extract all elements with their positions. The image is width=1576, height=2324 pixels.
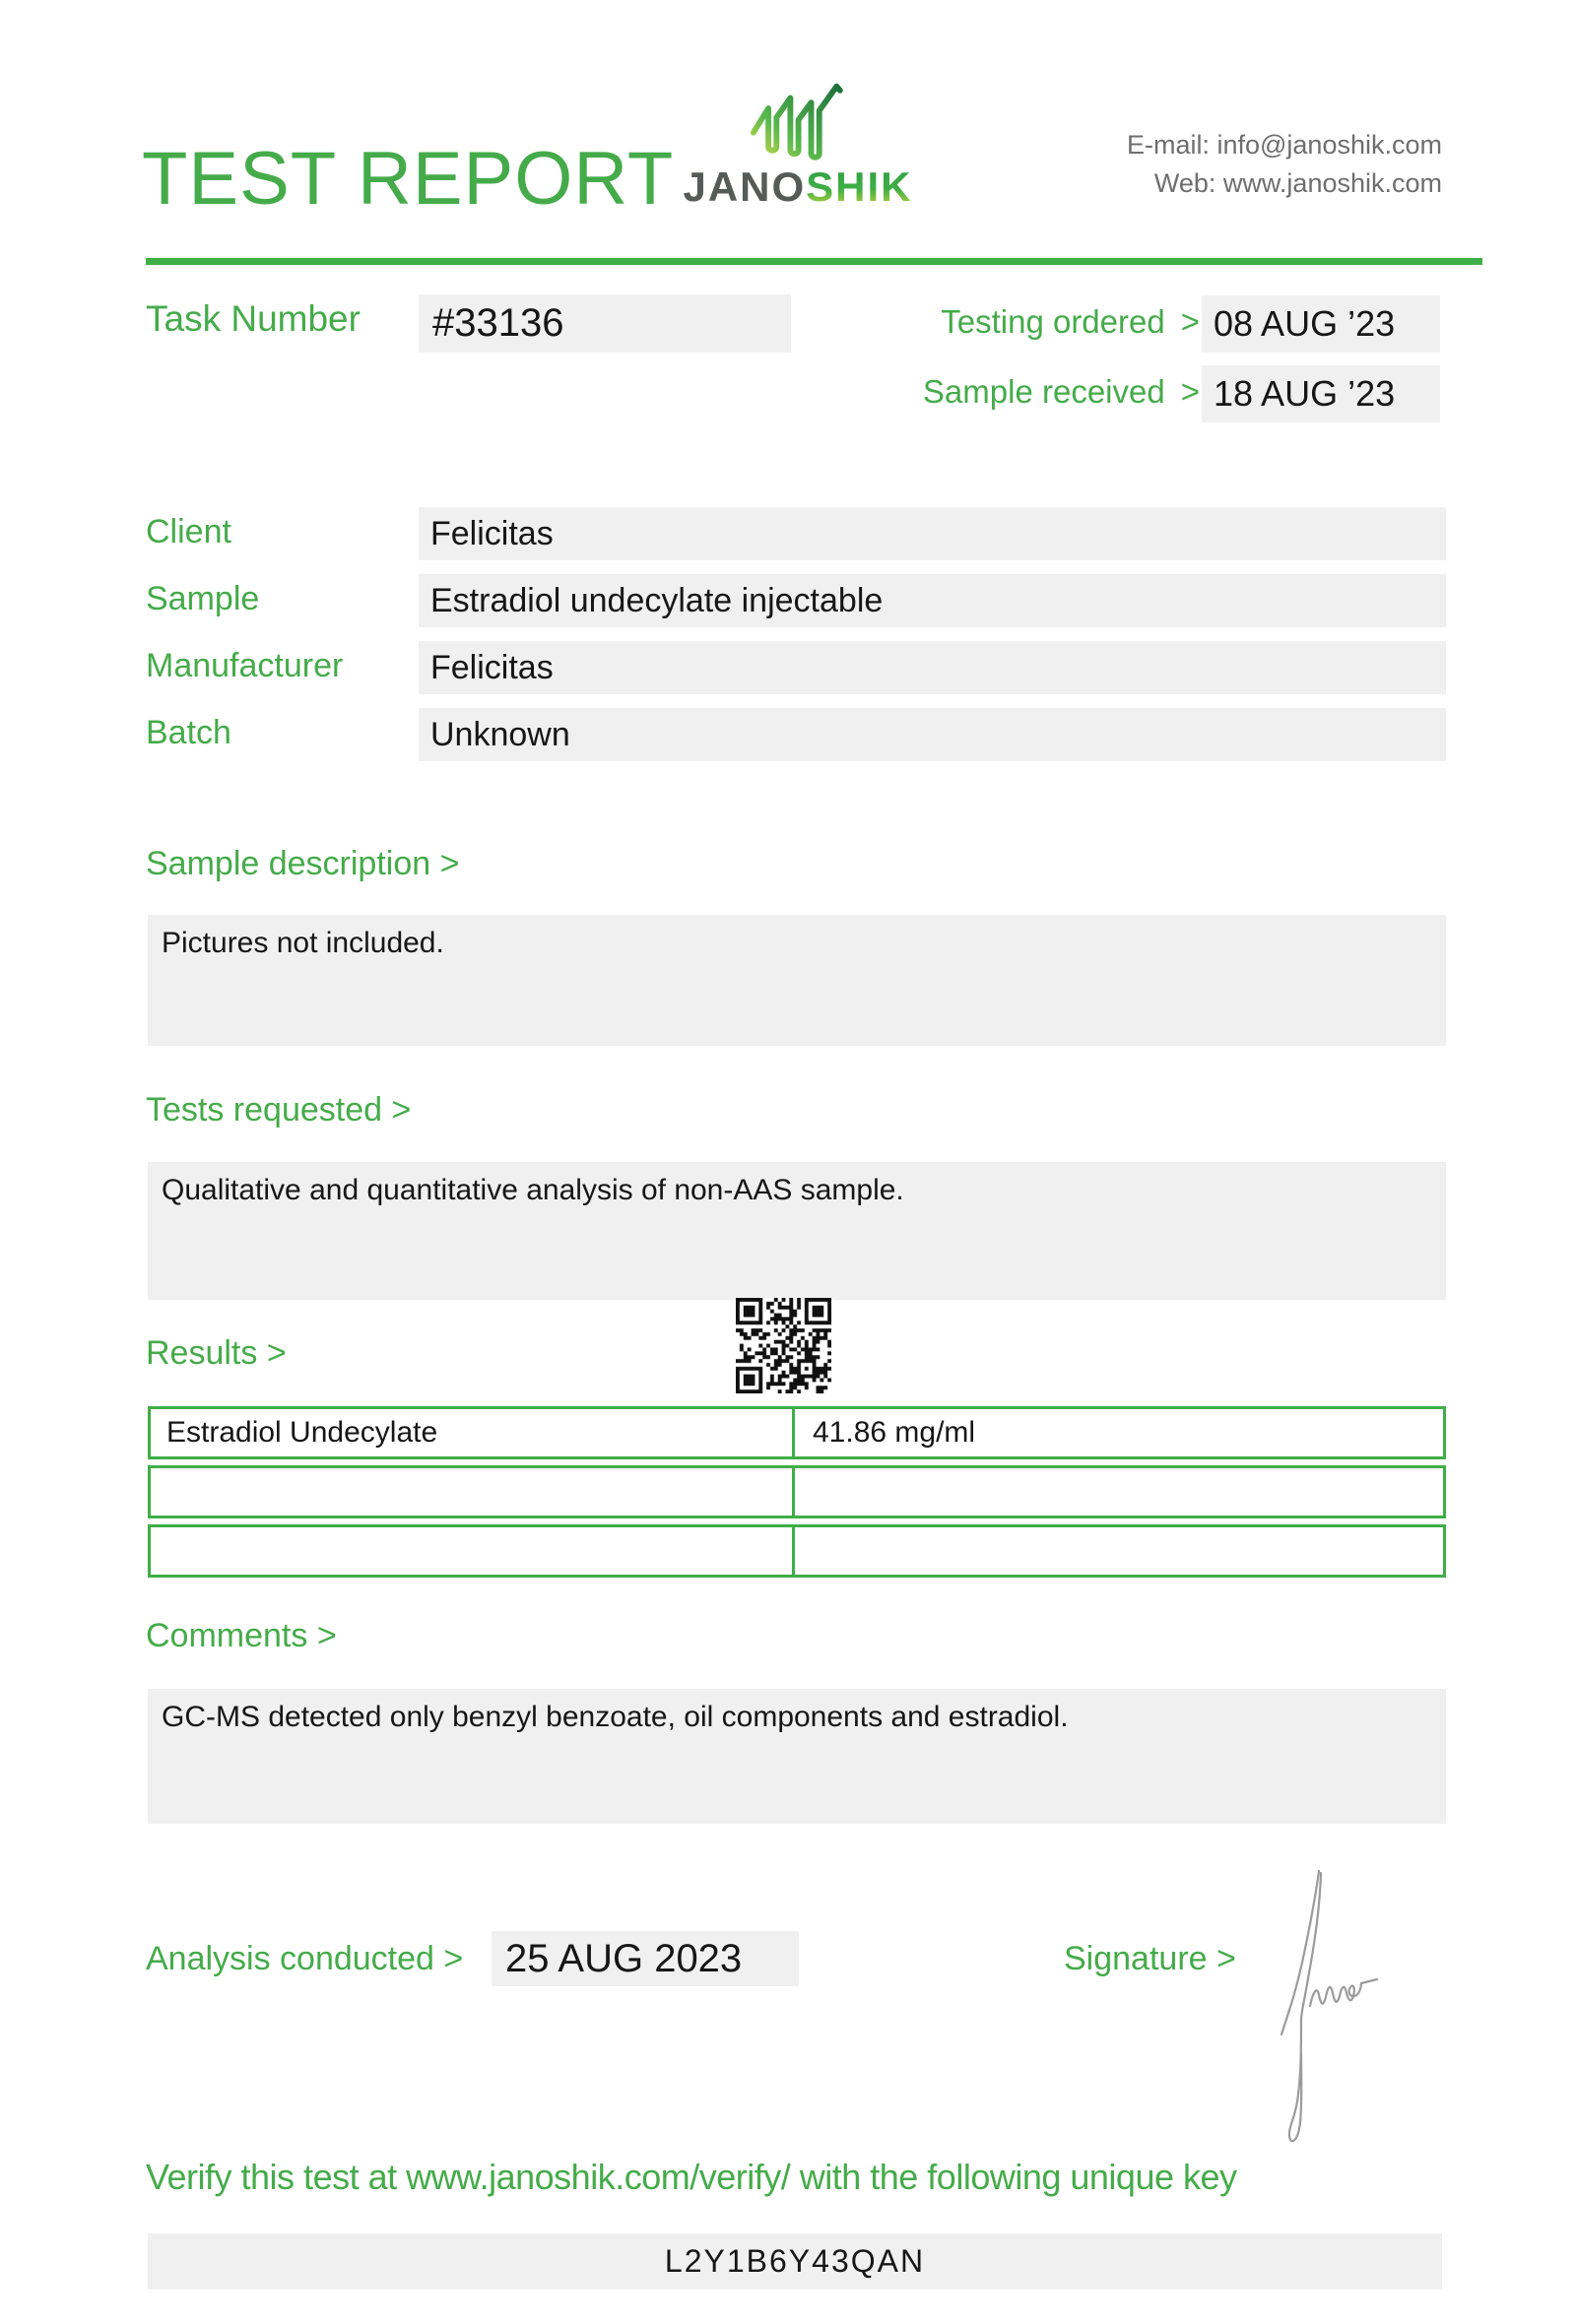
janoshik-logo — [680, 75, 916, 211]
tests-requested-box — [148, 1162, 1446, 1300]
growth-chart-icon — [749, 75, 847, 161]
header-divider — [146, 258, 1482, 265]
testing-ordered-value: 08 AUG ’23 — [1214, 303, 1396, 344]
qr-code — [736, 1298, 831, 1393]
sample-label: Sample — [146, 580, 260, 617]
client-value: Felicitas — [430, 515, 554, 552]
batch-label: Batch — [146, 714, 231, 751]
sample-received-field — [1202, 365, 1440, 422]
results-table-row — [148, 1524, 1446, 1578]
analysis-conducted-label: Analysis conducted > — [146, 1940, 464, 1977]
testing-ordered-label: Testing ordered > — [941, 303, 1200, 340]
comments-heading: Comments > — [146, 1617, 337, 1654]
result-value — [795, 1468, 1443, 1516]
email-line: E-mail: info@janoshik.com — [1126, 130, 1442, 160]
client-label: Client — [146, 513, 231, 550]
testing-ordered-field — [1202, 295, 1440, 353]
logo-wordmark — [680, 163, 916, 211]
manufacturer-field — [419, 641, 1446, 694]
tests-requested-text: Qualitative and quantitative analysis of non-AAS sample. — [162, 1174, 904, 1206]
page-title: TEST REPORT — [142, 137, 675, 221]
manufacturer-value: Felicitas — [430, 649, 554, 686]
tests-requested-heading: Tests requested > — [146, 1091, 412, 1129]
sample-received-value: 18 AUG ’23 — [1214, 373, 1396, 414]
result-substance — [151, 1468, 795, 1516]
chevron-right-icon: > — [1180, 303, 1200, 340]
comments-text: GC-MS detected only benzyl benzoate, oil components and estradiol. — [162, 1701, 1069, 1733]
results-table — [148, 1406, 1446, 1578]
logo-text-shik: SHIK — [806, 163, 913, 210]
sample-description-box — [148, 915, 1446, 1046]
web-line: Web: www.janoshik.com — [1153, 168, 1442, 199]
signature-image — [1280, 1846, 1478, 2162]
manufacturer-label: Manufacturer — [146, 647, 344, 684]
sample-value: Estradiol undecylate injectable — [430, 582, 884, 619]
sample-description-text: Pictures not included. — [162, 927, 444, 959]
batch-value: Unknown — [430, 716, 570, 753]
result-value — [795, 1527, 1443, 1575]
batch-field — [419, 708, 1446, 761]
analysis-date-value: 25 AUG 2023 — [505, 1937, 743, 1980]
task-number-field — [419, 294, 791, 353]
contact-info — [1127, 126, 1442, 203]
result-substance: Estradiol Undecylate — [151, 1409, 795, 1456]
results-table-row — [148, 1406, 1446, 1459]
sample-description-heading: Sample description > — [146, 845, 460, 882]
client-field — [419, 507, 1446, 560]
task-number-label: Task Number — [146, 298, 361, 339]
results-heading: Results > — [146, 1334, 287, 1372]
task-number-value: #33136 — [432, 301, 564, 345]
sample-received-label: Sample received > — [922, 373, 1200, 410]
logo-text-jano: JANO — [683, 163, 807, 210]
signature-label: Signature > — [1064, 1940, 1236, 1977]
sample-field — [419, 574, 1446, 627]
result-value: 41.86 mg/ml — [813, 1416, 976, 1449]
comments-box — [148, 1689, 1446, 1824]
chevron-right-icon: > — [1180, 373, 1200, 410]
unique-key-field — [148, 2233, 1442, 2290]
unique-key-value: L2Y1B6Y43QAN — [664, 2243, 926, 2279]
analysis-date-field — [492, 1931, 799, 1986]
results-table-row — [148, 1465, 1446, 1518]
result-substance — [151, 1527, 795, 1575]
verify-instruction: Verify this test at www.janoshik.com/verify/ with the following unique key — [146, 2157, 1237, 2197]
